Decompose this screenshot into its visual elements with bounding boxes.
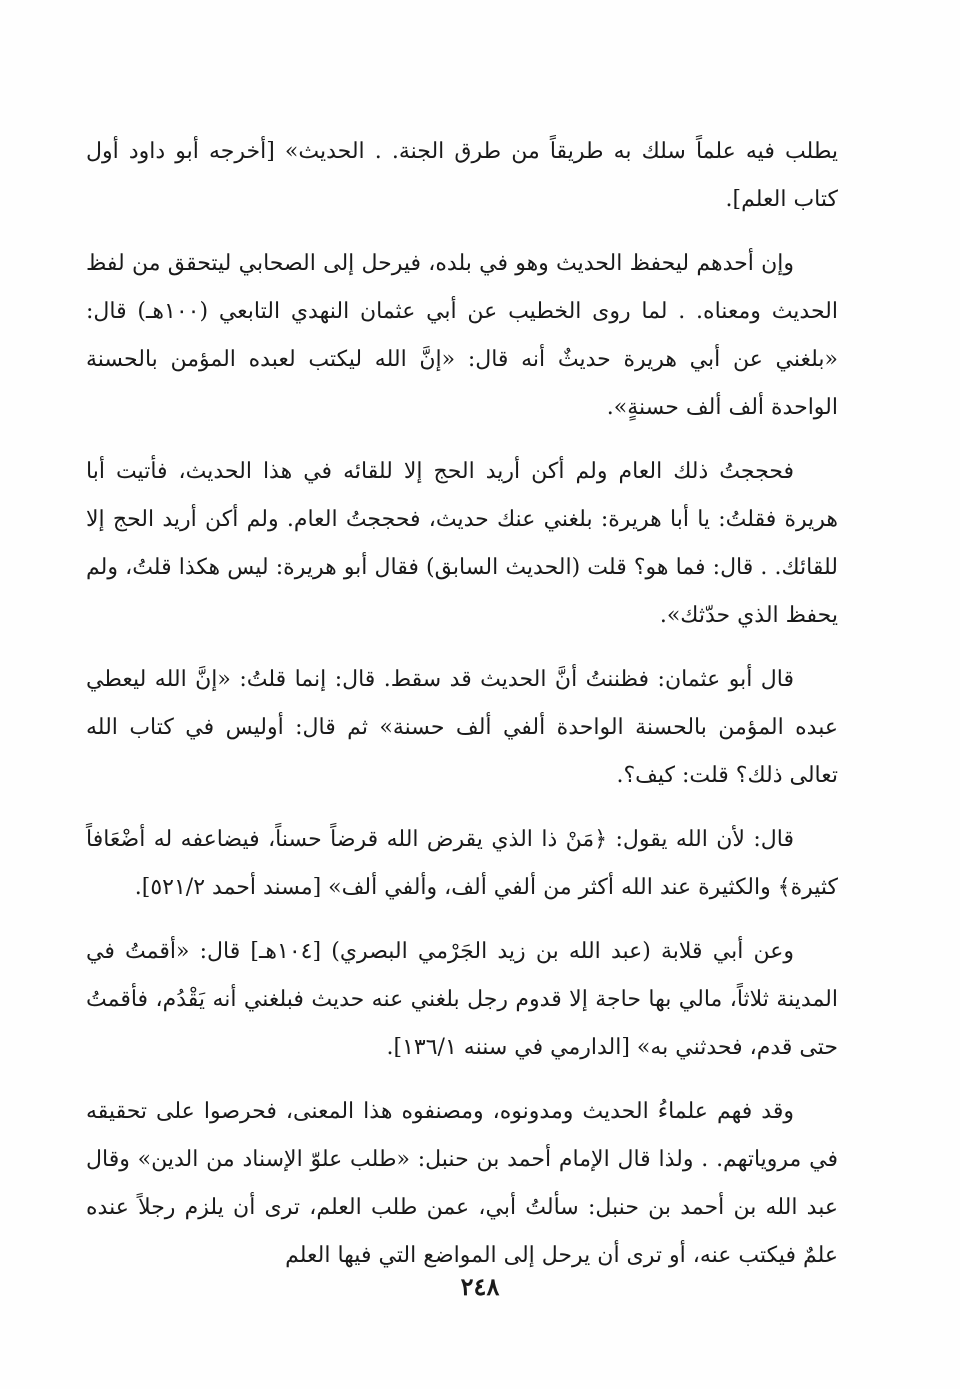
paragraph: قال أبو عثمان: فظننتُ أنَّ الحديث قد سقط. قال: إنما قلتُ: «إنَّ الله ليعطي عبده المؤمن بالحسنة الواحدة ألفي ألف حسنة» ثم قال: أوليس في كتاب الله تعالى ذلك؟ قلت: كيف؟. (86, 667, 838, 788)
body-text (86, 128, 838, 1296)
paragraph: وعن أبي قلابة (عبد الله بن زيد الجَرْمي البصري) [١٠٤هـ] قال: «أقمتُ في المدينة ثلاثاً، مالي بها حاجة إلا قدوم رجل بلغني عنه حديث فبلغني أنه يَقْدُم، فأقمتُ حتى قدم، فحدثني به» [الدارمي في سننه ١٣٦/١]. (86, 939, 838, 1060)
paragraph: وقد فهم علماءُ الحديث ومدونوه، ومصنفوه هذا المعنى، فحرصوا على تحقيقه في مروياتهم. . ولذا قال الإمام أحمد بن حنبل: «طلب علوّ الإسناد من الدين» وقال عبد الله بن أحمد بن حنبل: سألتُ أبي، عمن طلب العلم، ترى أن يلزم رجلاً عنده علمٌ فيكتب عنه، أو ترى أن يرحل إلى المواضع التي فيها العلم (86, 1099, 838, 1268)
paragraph: فحججتُ ذلك العام ولم أكن أريد الحج إلا للقائه في هذا الحديث، فأتيت أبا هريرة فقلتُ: يا أبا هريرة: بلغني عنك حديث، فحججتُ العام. ولم أكن أريد الحج إلا للقائك. . قال: فما هو؟ قلت (الحديث السابق) فقال أبو هريرة: ليس هكذا قلتُ، ولم يحفظ الذي حدّثك». (86, 459, 838, 628)
paragraph: يطلب فيه علماً سلك به طريقاً من طرق الجنة. . الحديث» [أخرجه أبو داود أول كتاب العلم]. (86, 139, 838, 212)
paragraph: وإن أحدهم ليحفظ الحديث وهو في بلده، فيرحل إلى الصحابي ليتحقق من لفظ الحديث ومعناه. . لما روى الخطيب عن أبي عثمان النهدي التابعي (١٠٠هـ) قال: «بلغني عن أبي هريرة حديثٌ أنه قال: «إنَّ الله ليكتب لعبده المؤمن بالحسنة الواحدة ألف ألف حسنةٍ». (86, 251, 838, 420)
paragraph: قال: لأن الله يقول: ﴿مَنْ ذا الذي يقرض الله قرضاً حسناً، فيضاعفه له أضْعَافاً كثيرة﴾ والكثيرة عند الله أكثر من ألفي ألف، وألفي ألف» [مسند أحمد ٥٢١/٢]. (86, 827, 838, 900)
page-number: ٢٤٨ (460, 1272, 500, 1301)
